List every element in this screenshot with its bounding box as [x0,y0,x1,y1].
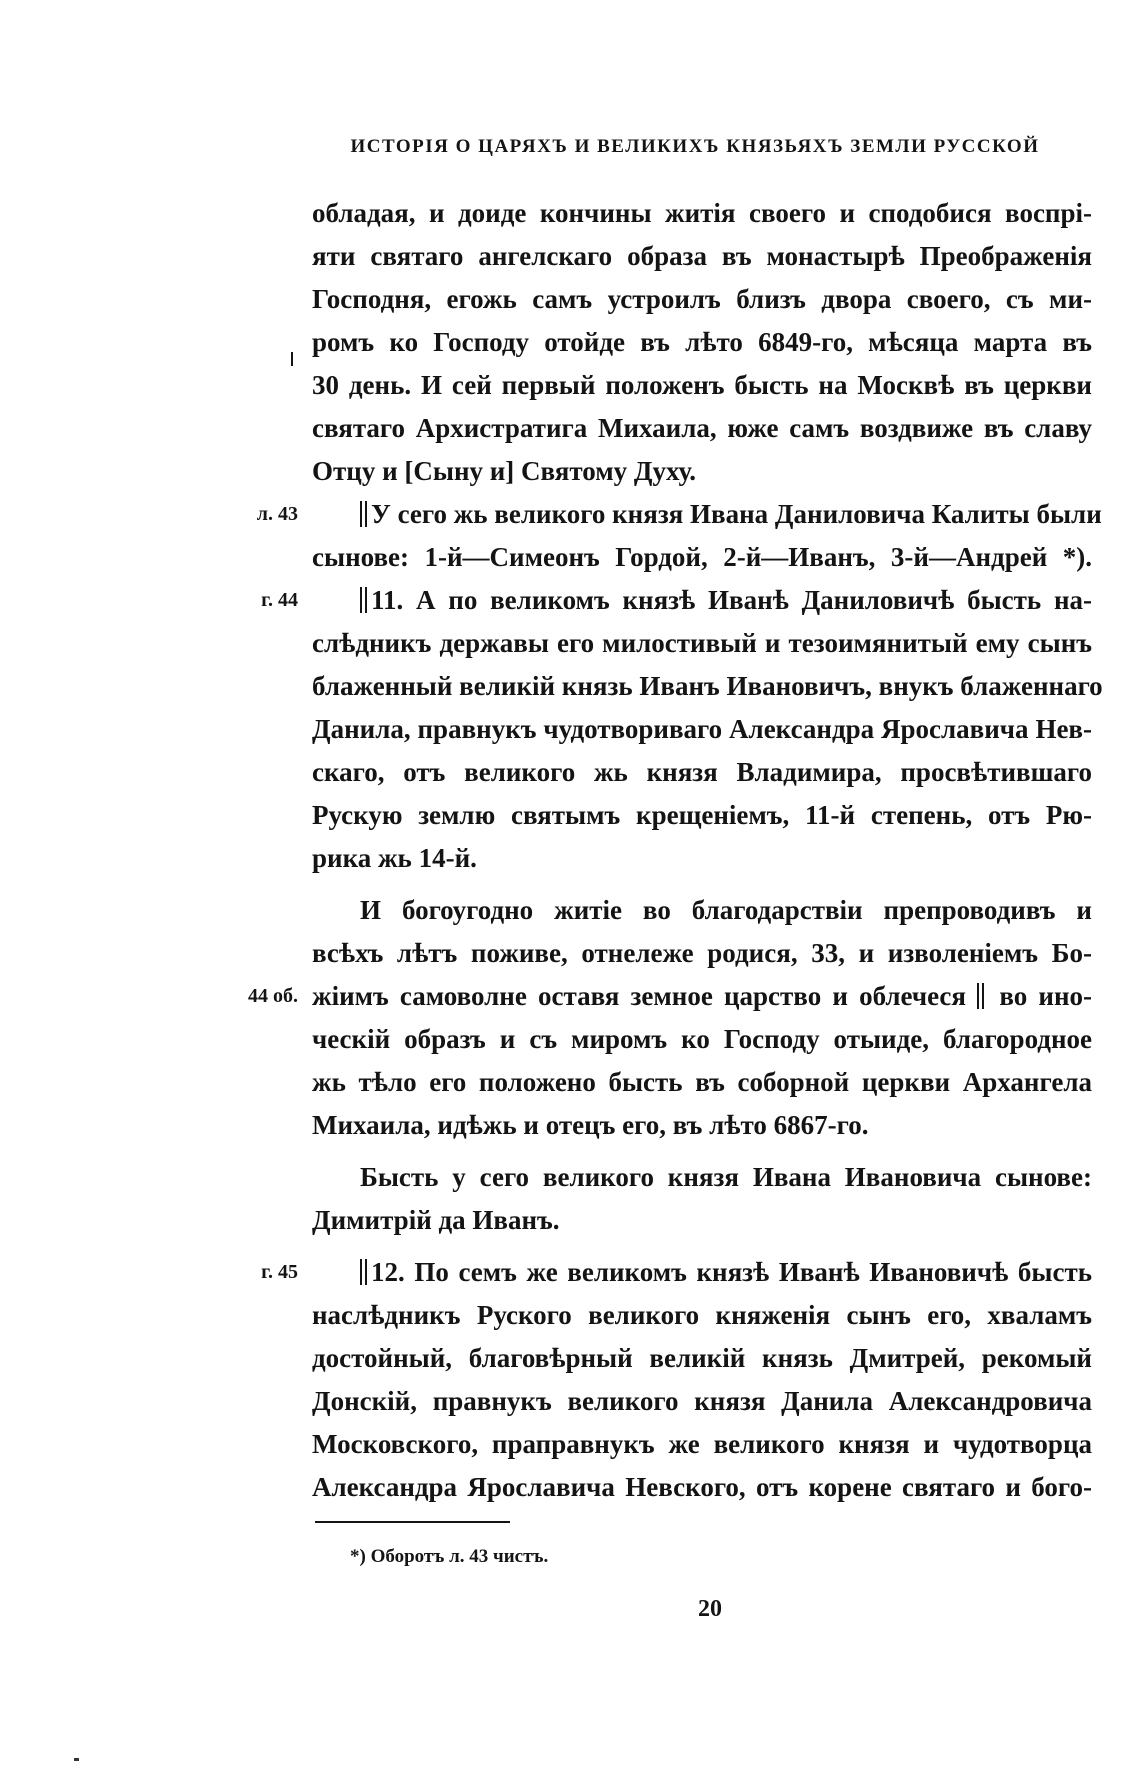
scan-speck [74,1758,79,1761]
text-line: Рускую землю святымъ крещеніемъ, 11-й степень, отъ Рю- [312,800,1092,830]
page-number: 20 [698,1596,722,1622]
text-line: жь тѣло его положено бысть въ соборной церкви Архангела [312,1067,1092,1097]
running-head: ИСТОРІЯ О ЦАРЯХЪ И ВЕЛИКИХЪ КНЯЗЬЯХЪ ЗЕМЛИ РУССКОЙ [350,136,1040,157]
text-line: обладая, и доиде кончины житія своего и сподобися воспрі- [312,198,1092,228]
text-line: Данила, правнукъ чудотвориваго Александра Ярославича Нев- [312,714,1092,744]
paragraph-start-line [360,492,1102,536]
text-line: И богоугодно житіе во благодарствіи препроводивъ и [360,895,1092,925]
text-line-content: У сего жь великого князя Ивана Даниловича Калиты были [371,499,1102,529]
text-line: Александра Ярославича Невского, отъ корене святаго и бого- [312,1472,1092,1502]
text-line: святаго Архистратига Михаила, юже самъ воздвиже въ славу [312,413,1092,443]
margin-folio-note: г. 44 [261,589,298,611]
text-line: Димитрій да Иванъ. [312,1205,560,1235]
text-line-content: 12. По семъ же великомъ князѣ Иванѣ Ивановичѣ бысть [371,1257,1092,1287]
text-line: достойный, благовѣрный великій князь Дмитрей, рекомый [312,1343,1092,1373]
margin-folio-note: 44 об. [248,985,298,1007]
text-line: сынове: 1-й—Симеонъ Гордой, 2-й—Иванъ, 3-й—Андрей *). [312,542,1092,572]
folio-break-mark [977,983,984,1009]
footnote: *) Оборотъ л. 43 чистъ. [350,1546,549,1567]
text-line-content: во ино- [999,981,1093,1011]
text-line: ческій образъ и съ миромъ ко Господу отыиде, благородное [312,1024,1092,1054]
text-line: рика жь 14-й. [312,843,477,873]
text-line: яти святаго ангелскаго образа въ монастырѣ Преображенія [312,241,1092,271]
footnote-rule [315,1521,510,1523]
paragraph-start-line [360,578,1092,622]
text-line: наслѣдникъ Руского великого княженія сынъ его, хваламъ [312,1300,1092,1330]
text-line: скаго, отъ великого жь князя Владимира, просвѣтившаго [312,757,1092,787]
text-line: всѣхъ лѣтъ поживе, отнележе родися, 33, и изволеніемъ Бо- [312,938,1092,968]
text-line: слѣдникъ державы его милостивый и тезоимянитый ему сынъ [312,628,1092,658]
text-line-with-folio-break [312,974,1092,1018]
text-line: Отцу и [Сыну и] Святому Духу. [312,456,697,486]
margin-folio-note: л. 43 [256,503,298,525]
folio-break-mark [360,501,367,527]
text-line: Донскій, правнукъ великого князя Данила Александровича [312,1386,1092,1416]
text-line-content: 11. А по великомъ князѣ Иванѣ Даниловичѣ бысть на- [371,585,1092,615]
text-line-content: жіимъ самоволне оставя земное царство и облечеся [312,981,966,1011]
text-line: ромъ ко Господу отойде въ лѣто 6849-го, мѣсяца марта въ [312,327,1092,357]
margin-folio-note: г. 45 [261,1261,298,1283]
text-line: Московского, праправнукъ же великого князя и чудотворца [312,1429,1092,1459]
folio-break-mark [360,587,367,613]
text-line: 30 день. И сей первый положенъ бысть на Москвѣ въ церкви [312,370,1092,400]
paragraph-start-line [360,1250,1092,1294]
text-line: Господня, егожь самъ устроилъ близъ двора своего, съ ми- [312,284,1092,314]
margin-tick-mark [291,352,293,366]
folio-break-mark [360,1259,367,1285]
text-line: Бысть у сего великого князя Ивана Ивановича сынове: [360,1162,1092,1192]
text-line: блаженный великій князь Иванъ Ивановичъ, внукъ блаженнаго [312,671,1103,701]
text-line: Михаила, идѣжь и отецъ его, въ лѣто 6867-го. [312,1110,869,1140]
